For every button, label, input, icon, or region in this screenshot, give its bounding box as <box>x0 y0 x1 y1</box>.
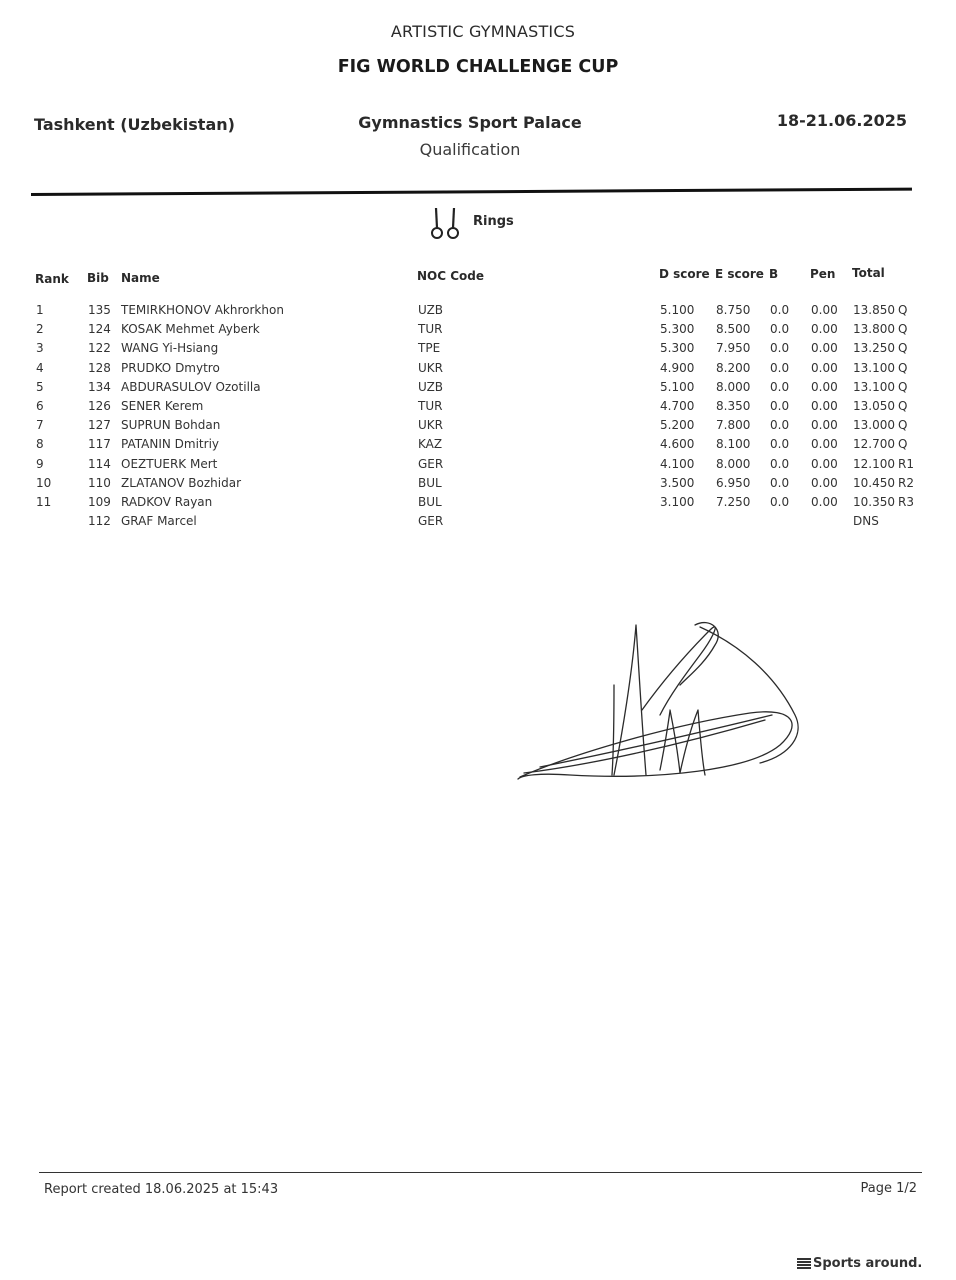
col-header-total: Total <box>852 266 885 280</box>
cell-bonus: 0.0 <box>770 398 790 413</box>
cell-bonus: 0.0 <box>770 341 790 356</box>
cell-rank: 10 <box>36 475 52 490</box>
cell-qualification: Q <box>898 360 908 375</box>
cell-bib: 127 <box>88 418 111 433</box>
cell-bib: 128 <box>88 360 111 375</box>
cell-bonus: 0.0 <box>770 322 790 337</box>
cell-qualification: Q <box>898 303 908 317</box>
cell-noc: UKR <box>418 360 443 375</box>
cell-bonus: 0.0 <box>770 494 790 509</box>
table-row <box>0 454 956 474</box>
cell-noc: BUL <box>418 475 442 490</box>
cell-qualification: Q <box>898 418 908 433</box>
cell-noc: GER <box>418 456 444 471</box>
col-header-bonus: B <box>769 267 779 281</box>
brand-text: Sports around. <box>813 1256 923 1271</box>
table-row <box>0 492 956 512</box>
competition-phase: Qualification <box>419 140 521 159</box>
cell-e-score: 8.000 <box>716 379 751 394</box>
cell-penalty: 0.00 <box>811 341 838 356</box>
cell-d-score: 4.600 <box>660 437 695 452</box>
cell-bib: 135 <box>88 303 111 317</box>
col-header-name: Name <box>121 271 160 285</box>
footer-divider <box>39 1172 922 1173</box>
table-row <box>0 511 956 531</box>
cell-total: 13.850 <box>853 303 895 317</box>
cell-bib: 114 <box>88 456 111 471</box>
col-header-rank: Rank <box>35 272 69 286</box>
col-header-d-score: D score <box>659 267 710 281</box>
cell-e-score: 6.950 <box>716 475 751 490</box>
cell-bib: 117 <box>88 437 111 452</box>
cell-qualification: Q <box>898 398 908 413</box>
col-header-noc: NOC Code <box>417 269 485 283</box>
cell-bib: 110 <box>88 475 111 490</box>
report-created: Report created 18.06.2025 at 15:43 <box>44 1182 279 1197</box>
cell-name: KOSAK Mehmet Ayberk <box>121 322 260 337</box>
cell-penalty: 0.00 <box>811 379 838 394</box>
cell-qualification: R1 <box>898 456 914 471</box>
brand-logo <box>797 1256 922 1271</box>
cell-d-score: 3.500 <box>660 475 695 490</box>
cell-e-score: 8.750 <box>716 303 751 317</box>
cell-d-score: 5.100 <box>660 303 695 317</box>
cell-name: PATANIN Dmitriy <box>121 437 219 452</box>
cell-rank: 5 <box>36 379 44 394</box>
cell-penalty: 0.00 <box>811 494 838 509</box>
cell-bonus: 0.0 <box>770 379 790 394</box>
cell-penalty: 0.00 <box>811 437 838 452</box>
cell-total: 10.350 <box>853 494 895 509</box>
cell-penalty: 0.00 <box>811 475 838 490</box>
cell-rank: 11 <box>36 494 52 509</box>
cell-total: 13.250 <box>853 341 895 356</box>
cell-e-score: 8.500 <box>716 322 751 337</box>
table-row <box>0 319 956 339</box>
cell-d-score: 5.300 <box>660 341 695 356</box>
cell-bonus: 0.0 <box>770 456 790 471</box>
cell-name: OEZTUERK Mert <box>121 456 218 471</box>
cell-noc: UZB <box>418 303 444 317</box>
cell-rank: 8 <box>36 437 44 452</box>
cell-e-score: 7.250 <box>716 494 751 509</box>
cell-bonus: 0.0 <box>770 475 790 490</box>
cell-d-score: 4.900 <box>660 360 695 375</box>
cell-total: DNS <box>853 514 879 529</box>
cell-noc: GER <box>418 514 444 529</box>
cell-total: 13.000 <box>853 418 895 433</box>
cell-total: 13.100 <box>853 379 895 394</box>
cell-bib: 124 <box>88 322 111 337</box>
cell-penalty: 0.00 <box>811 322 838 337</box>
rings-icon <box>430 207 462 241</box>
cell-name: GRAF Marcel <box>121 514 197 529</box>
cell-bonus: 0.0 <box>770 437 790 452</box>
brand-mark-icon <box>797 1258 811 1269</box>
event-city: Tashkent (Uzbekistan) <box>34 115 235 134</box>
sport-type: ARTISTIC GYMNASTICS <box>390 22 576 41</box>
cell-qualification: R2 <box>898 475 914 490</box>
cell-qualification: R3 <box>898 494 914 509</box>
cell-bib: 134 <box>88 379 111 394</box>
cell-rank: 7 <box>36 418 44 433</box>
cell-noc: TUR <box>418 322 443 337</box>
table-row <box>0 434 956 454</box>
cell-qualification: Q <box>898 379 908 394</box>
cell-rank: 2 <box>36 322 44 337</box>
cell-rank: 9 <box>36 456 44 471</box>
cell-total: 13.100 <box>853 360 895 375</box>
table-row <box>0 396 956 416</box>
handwritten-signature <box>510 615 810 790</box>
table-row <box>0 377 956 397</box>
cell-total: 12.100 <box>853 456 895 471</box>
table-row <box>0 338 956 358</box>
cell-bib: 122 <box>88 341 111 356</box>
cell-total: 13.800 <box>853 322 895 337</box>
cell-d-score: 5.300 <box>660 322 695 337</box>
cell-e-score: 8.100 <box>716 437 751 452</box>
cell-qualification: Q <box>898 437 908 452</box>
results-table <box>0 300 956 535</box>
cell-noc: BUL <box>418 494 442 509</box>
cell-e-score: 7.800 <box>716 418 751 433</box>
col-header-penalty: Pen <box>810 267 836 281</box>
cell-total: 13.050 <box>853 398 895 413</box>
cell-bonus: 0.0 <box>770 303 790 317</box>
col-header-e-score: E score <box>715 267 764 281</box>
cell-total: 10.450 <box>853 475 895 490</box>
cell-name: SUPRUN Bohdan <box>121 418 221 433</box>
cell-e-score: 8.000 <box>716 456 751 471</box>
cell-name: ZLATANOV Bozhidar <box>121 475 242 490</box>
cell-d-score: 5.200 <box>660 418 695 433</box>
table-row <box>0 473 956 493</box>
cell-rank: 4 <box>36 360 44 375</box>
cell-noc: UKR <box>418 418 443 433</box>
cell-e-score: 8.200 <box>716 360 751 375</box>
cell-rank: 1 <box>36 303 44 317</box>
cell-qualification: Q <box>898 341 908 356</box>
cell-penalty: 0.00 <box>811 360 838 375</box>
cell-penalty: 0.00 <box>811 418 838 433</box>
cell-bib: 109 <box>88 494 111 509</box>
cell-qualification: Q <box>898 322 908 337</box>
cell-penalty: 0.00 <box>811 398 838 413</box>
cell-d-score: 3.100 <box>660 494 695 509</box>
cell-name: ABDURASULOV Ozotilla <box>121 379 261 394</box>
cell-d-score: 4.700 <box>660 398 695 413</box>
cell-e-score: 8.350 <box>716 398 751 413</box>
cell-rank: 3 <box>36 341 44 356</box>
event-venue: Gymnastics Sport Palace <box>358 113 582 132</box>
cell-noc: UZB <box>418 379 444 394</box>
cell-noc: TUR <box>418 398 443 413</box>
cell-name: SENER Kerem <box>121 398 204 413</box>
cell-rank: 6 <box>36 398 44 413</box>
cell-name: RADKOV Rayan <box>121 494 213 509</box>
cell-bonus: 0.0 <box>770 418 790 433</box>
cell-noc: TPE <box>418 341 441 356</box>
cell-name: WANG Yi-Hsiang <box>121 341 219 356</box>
cell-d-score: 4.100 <box>660 456 695 471</box>
cell-bib: 126 <box>88 398 111 413</box>
cell-penalty: 0.00 <box>811 303 838 317</box>
cell-e-score: 7.950 <box>716 341 751 356</box>
table-row <box>0 358 956 378</box>
cell-bonus: 0.0 <box>770 360 790 375</box>
cell-name: TEMIRKHONOV Akhrorkhon <box>121 303 284 317</box>
event-title: FIG WORLD CHALLENGE CUP <box>337 57 619 77</box>
cell-name: PRUDKO Dmytro <box>121 360 220 375</box>
event-dates: 18-21.06.2025 <box>776 111 907 130</box>
table-row <box>0 300 956 320</box>
col-header-bib: Bib <box>87 271 109 285</box>
cell-d-score: 5.100 <box>660 379 695 394</box>
apparatus-label: Rings <box>473 214 514 229</box>
cell-bib: 112 <box>88 514 111 529</box>
cell-total: 12.700 <box>853 437 895 452</box>
header-divider <box>31 188 912 196</box>
table-row <box>0 415 956 435</box>
page-number: Page 1/2 <box>860 1181 917 1196</box>
cell-noc: KAZ <box>418 437 443 452</box>
cell-penalty: 0.00 <box>811 456 838 471</box>
